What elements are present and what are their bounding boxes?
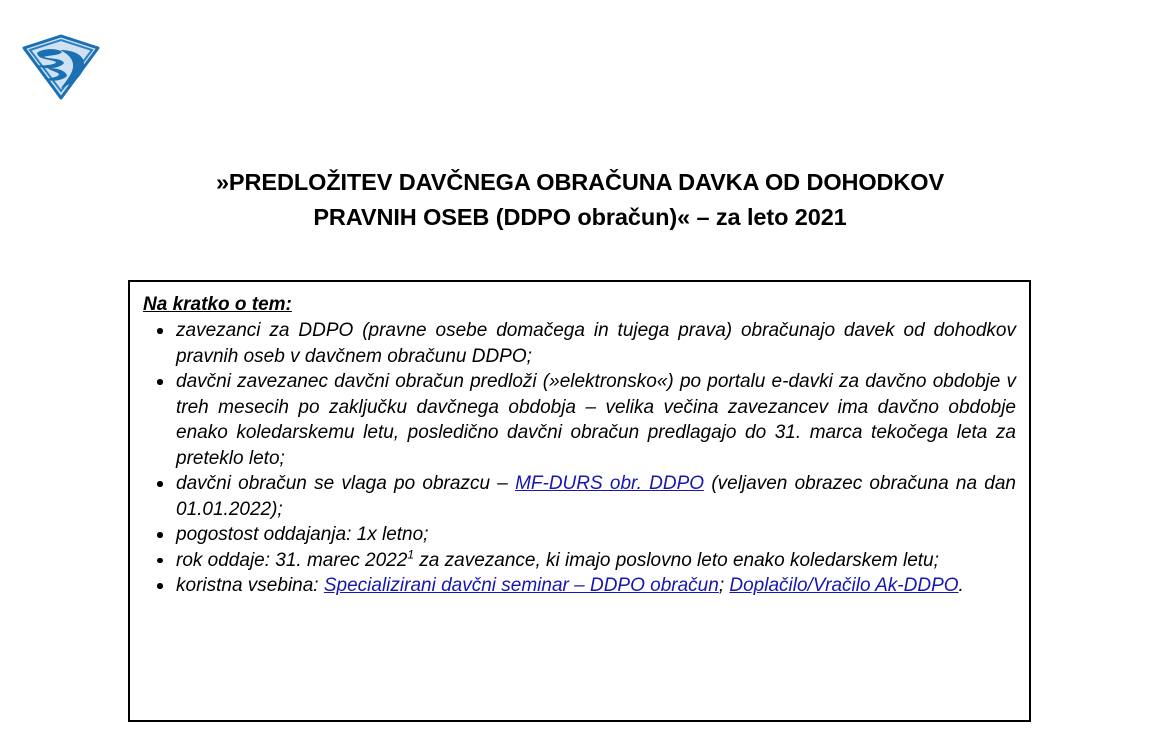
bullet-pogostost-text: pogostost oddajanja: 1x letno; <box>176 524 429 545</box>
bullet-obrazec-text-after: (veljaven obrazec obračuna na dan 01.01.2022); <box>176 473 1016 520</box>
footnote-marker: 1 <box>407 547 414 562</box>
page-title-line-1: »PREDLOŽITEV DAVČNEGA OBRAČUNA DAVKA OD DOHODKOV <box>215 169 945 195</box>
bullet-zavezanci-text: zavezanci za DDPO (pravne osebe domačega in tujega prava) obračunajo davek od dohodkov pravnih oseb v davčnem obračunu DDPO; <box>176 320 1016 367</box>
bullet-zavezanci <box>143 318 1016 369</box>
summary-heading-wrap <box>143 290 1016 318</box>
summary-box <box>128 280 1031 722</box>
logo-shield-shape <box>24 36 98 98</box>
bullet-vsebina <box>143 573 1016 599</box>
bullet-vsebina-separator: ; <box>718 575 730 596</box>
page-title-line-2: PRAVNIH OSEB (DDPO obračun)« – za leto 2021 <box>313 204 847 230</box>
bullet-obrazec <box>143 471 1016 522</box>
bullet-predlozitev <box>143 369 1016 471</box>
bullet-pogostost <box>143 522 1016 548</box>
bullet-predlozitev-text: davčni zavezanec davčni obračun predloži (»elektronsko«) po portalu e-davki za davčno obdobje v treh mesecih po zaključku davčnega obdobja – velika večina zavezancev ima davčno obdobje enako koledarskemu letu, posledično davčni obračun predlagajo do 31. marca tekočega leta za preteklo leto; <box>176 371 1016 469</box>
bullet-obrazec-text-before: davčni obračun se vlaga po obrazcu – <box>176 473 516 494</box>
link-doplacilo-vracilo-ak-ddpo[interactable]: Doplačilo/Vračilo Ak-DDPO <box>729 575 959 596</box>
bullet-rok-text-after: za zavezance, ki imajo poslovno leto enako koledarskem letu; <box>414 549 939 571</box>
link-specializirani-davcni-seminar[interactable]: Specializirani davčni seminar – DDPO obračun <box>323 575 719 596</box>
bullet-vsebina-text-after: . <box>958 575 964 596</box>
bullet-vsebina-text-before: koristna vsebina: <box>176 575 324 596</box>
page-title <box>130 165 1030 235</box>
link-mf-durs-obr-ddpo[interactable]: MF-DURS obr. DDPO <box>515 473 705 494</box>
bullet-rok <box>143 548 1016 574</box>
sd-diamond-logo <box>18 26 104 104</box>
bullet-rok-text-before: rok oddaje: 31. marec 2022 <box>176 549 408 571</box>
summary-heading: Na kratko o tem: <box>143 294 292 315</box>
summary-bullet-list <box>143 318 1016 599</box>
